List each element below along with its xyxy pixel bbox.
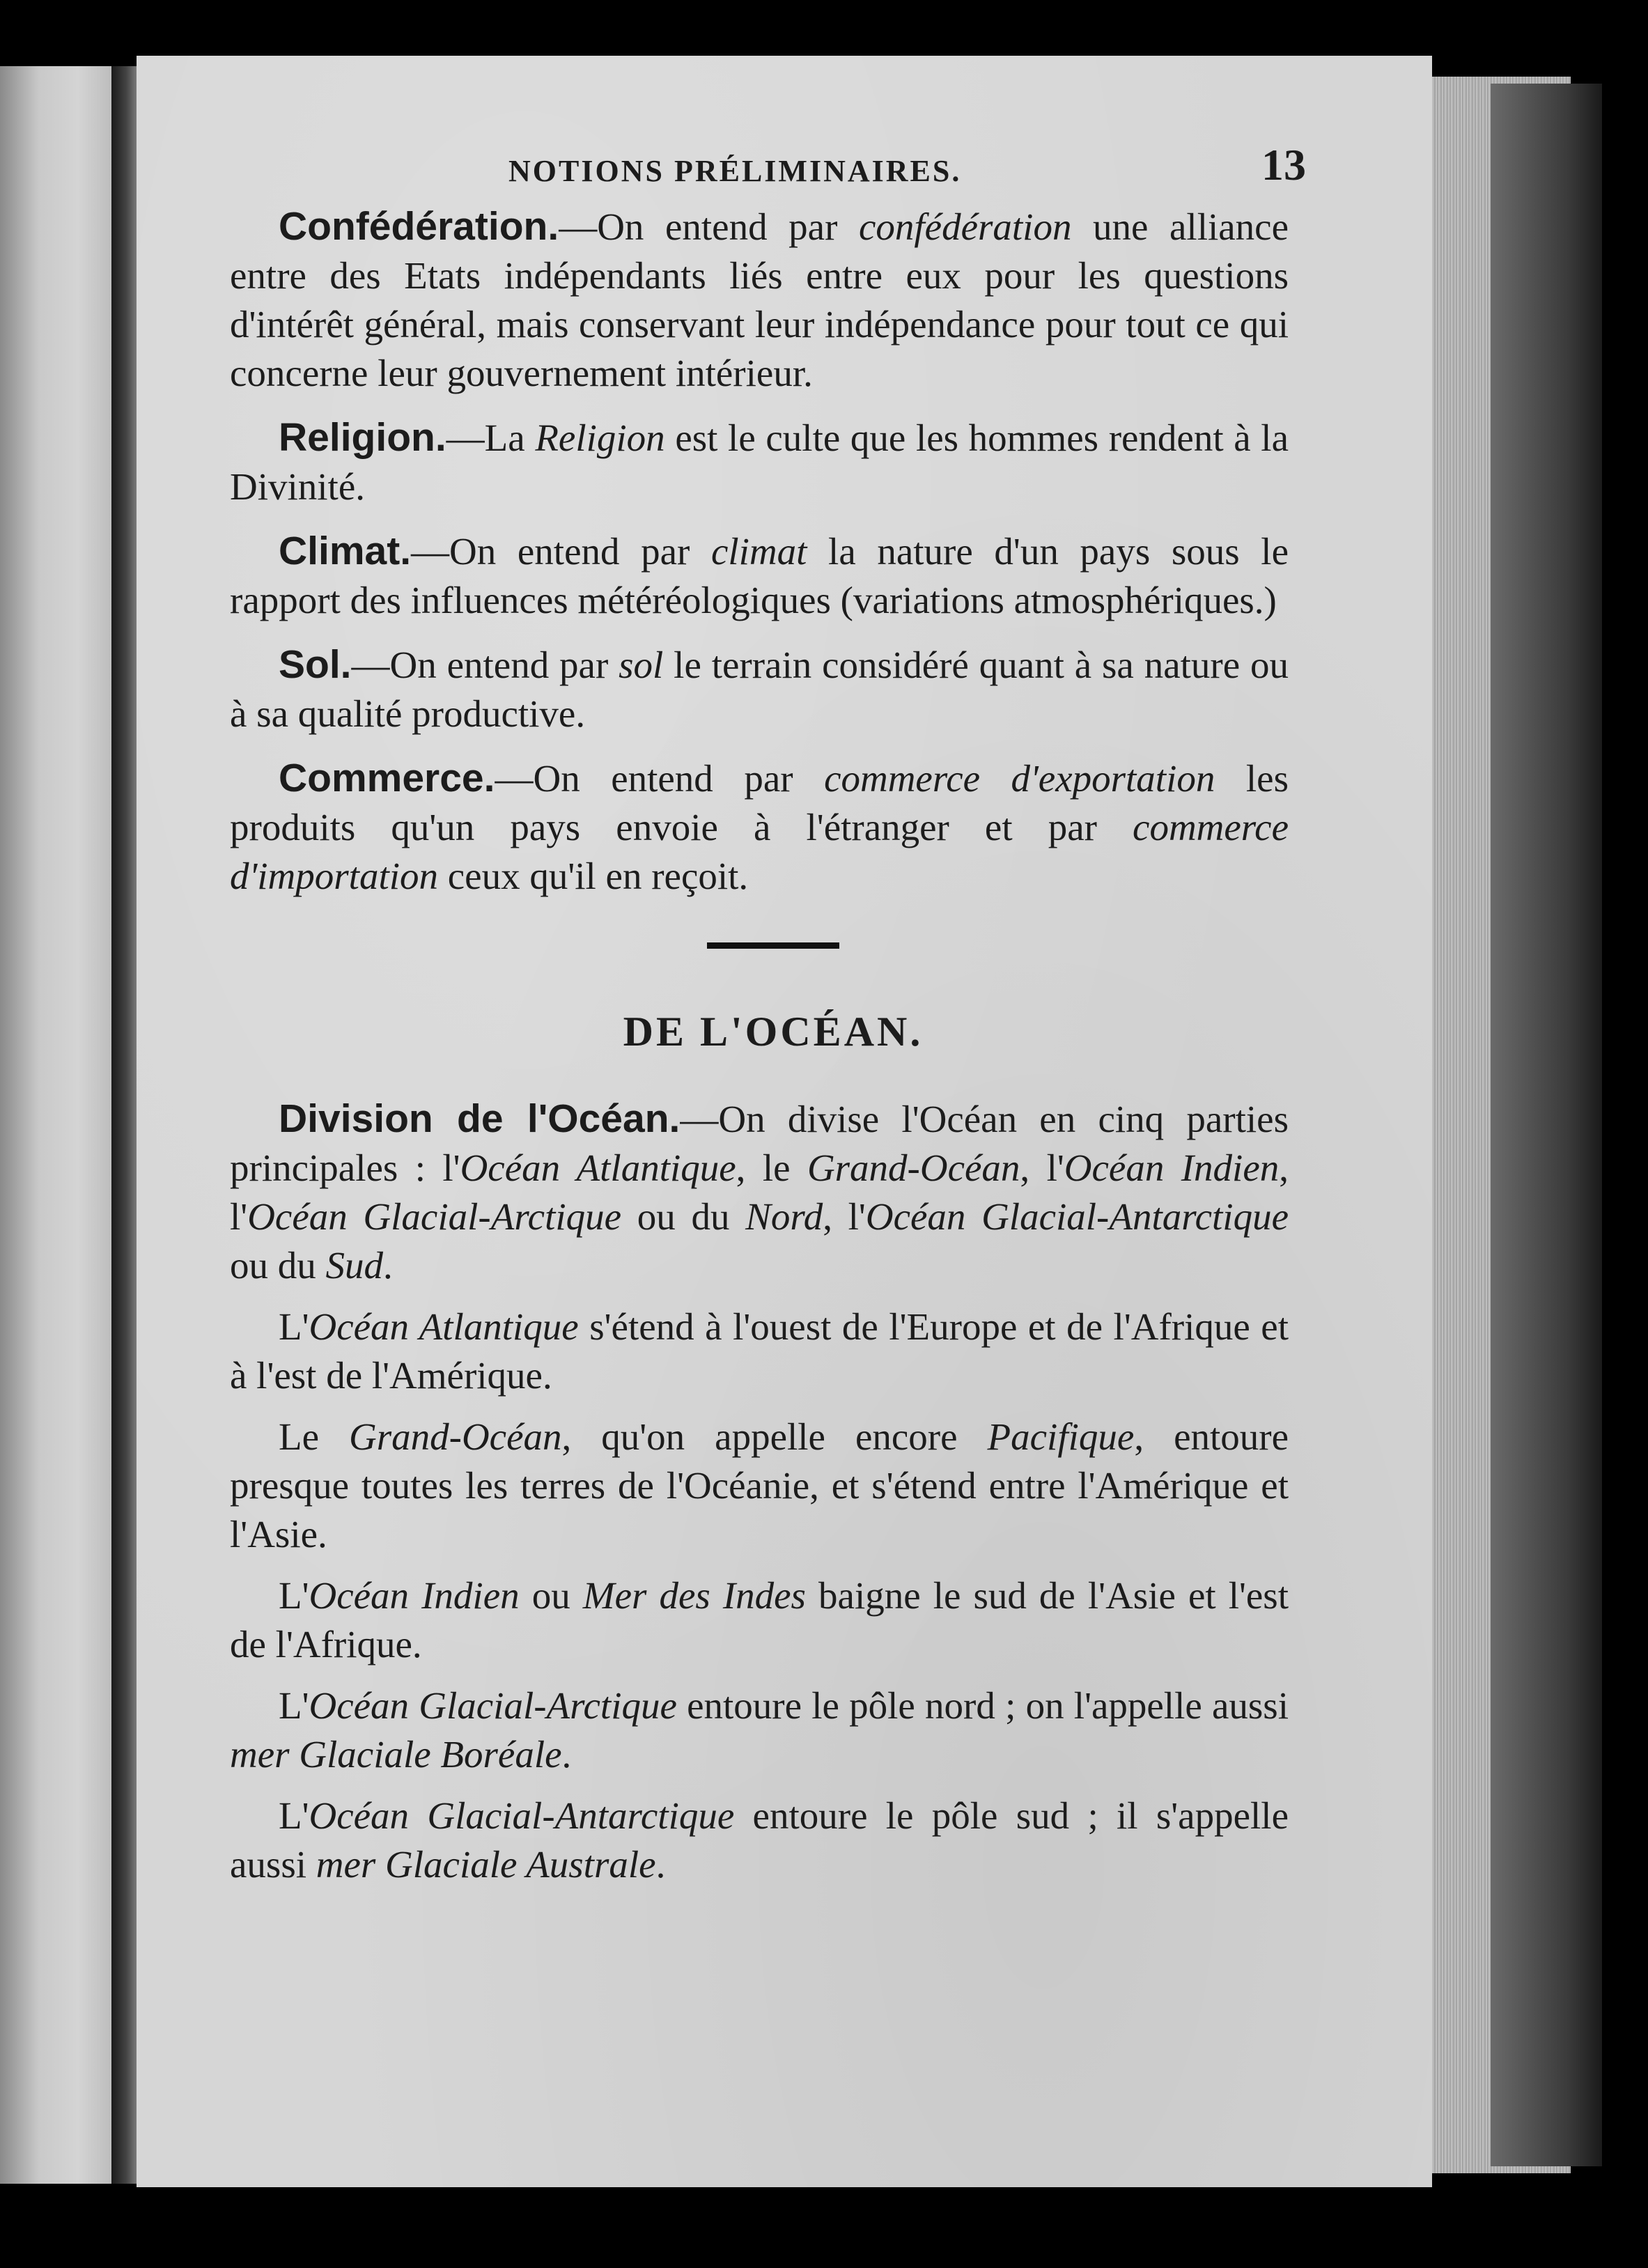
definition-text: la nature d'un pays sous le rapport des influences météréologiques (variations atmosphériques.) xyxy=(230,530,1289,621)
paragraph-text: , entoure presque toutes les terres de l'Océanie, et s'étend entre l'Amérique et l'Asie. xyxy=(230,1415,1289,1555)
paragraph-italic: Pacifique xyxy=(987,1415,1135,1458)
definition-text: est le culte que les hommes rendent à la Divinité. xyxy=(230,417,1289,508)
paragraph-italic: Grand-Océan xyxy=(349,1415,562,1458)
page-number: 13 xyxy=(1261,140,1306,189)
running-head xyxy=(230,139,1306,202)
paragraph-italic: mer Glaciale Australe xyxy=(316,1843,656,1886)
paragraph-atlantique xyxy=(230,1303,1289,1400)
paragraph-italic: Océan Indien xyxy=(1064,1147,1280,1189)
paragraph-italic: Océan Atlantique xyxy=(460,1147,736,1189)
paragraph-text: , qu'on appelle encore xyxy=(561,1415,988,1458)
definition-italic: sol xyxy=(619,644,664,686)
em-dash: — xyxy=(559,205,598,248)
paragraph-text: entoure le pôle nord ; on l'appelle aussi xyxy=(676,1684,1289,1727)
definition-italic: climat xyxy=(710,530,807,573)
paragraph-text: ou du xyxy=(230,1244,326,1287)
paragraph-arctique xyxy=(230,1681,1289,1779)
definition-climat xyxy=(230,527,1289,625)
division-paragraph xyxy=(230,1094,1289,1290)
page-content xyxy=(230,139,1306,1902)
paragraph-indien xyxy=(230,1571,1289,1669)
definition-sol xyxy=(230,640,1289,738)
paragraph-text: baigne le sud de l'Asie et l'est de l'Afrique. xyxy=(230,1574,1289,1665)
paragraph-text: L' xyxy=(279,1684,309,1727)
em-dash: — xyxy=(446,417,485,459)
paragraph-text: L' xyxy=(279,1794,309,1837)
term-religion: Religion. xyxy=(279,415,446,460)
paragraph-italic: Océan Glacial-Antarctique xyxy=(865,1195,1289,1238)
definition-text: ceux qu'il en reçoit. xyxy=(438,855,749,897)
definition-religion xyxy=(230,413,1289,511)
paragraph-italic: Océan Indien xyxy=(309,1574,520,1617)
paragraph-italic: Océan Glacial-Arctique xyxy=(247,1195,622,1238)
definition-text: les produits qu'un pays envoie à l'étranger et par xyxy=(230,757,1289,848)
definition-text: On entend par xyxy=(533,757,825,800)
paragraph-text: ou du xyxy=(621,1195,746,1238)
term-sol: Sol. xyxy=(279,642,352,687)
definition-text: On entend par xyxy=(449,530,711,573)
paragraph-text: entoure le pôle sud ; il s'appelle aussi xyxy=(230,1794,1289,1886)
em-dash: — xyxy=(495,757,534,800)
em-dash: — xyxy=(411,530,450,573)
term-climat: Climat. xyxy=(279,529,412,573)
paragraph-italic: Grand-Océan xyxy=(807,1147,1020,1189)
definition-confederation xyxy=(230,202,1289,398)
book-gutter xyxy=(111,66,137,2184)
definition-text: La xyxy=(484,417,536,459)
term-confederation: Confédération. xyxy=(279,204,559,249)
paragraph-text: L' xyxy=(279,1305,309,1348)
paragraph-text: Le xyxy=(279,1415,350,1458)
paragraph-italic: Mer des Indes xyxy=(582,1574,806,1617)
paragraph-text: s'étend à l'ouest de l'Europe et de l'Afrique et à l'est de l'Amérique. xyxy=(230,1305,1289,1397)
paragraph-text: . xyxy=(561,1733,572,1776)
definition-italic: Religion xyxy=(535,417,665,459)
paragraph-text: . xyxy=(383,1244,393,1287)
em-dash: — xyxy=(351,644,390,686)
term-division: Division de l'Océan. xyxy=(279,1096,681,1141)
paragraph-italic: Nord xyxy=(745,1195,823,1238)
definition-italic: commerce d'exportation xyxy=(824,757,1215,800)
paragraph-text: . xyxy=(655,1843,666,1886)
paragraph-italic: Océan Atlantique xyxy=(309,1305,579,1348)
paragraph-italic: mer Glaciale Boréale xyxy=(230,1733,562,1776)
definition-text: On entend par xyxy=(597,205,859,248)
paragraph-text: On divise l'Océan en cinq parties principales : l' xyxy=(230,1098,1289,1189)
term-commerce: Commerce. xyxy=(279,756,495,800)
definition-text: une alliance entre des Etats indépendants liés entre eux pour les questions d'intérêt général, mais conservant leur indépendance pour tout ce qui concerne leur gouvernement intérieur. xyxy=(230,205,1289,394)
ocean-section xyxy=(230,1094,1289,1889)
paragraph-italic: Sud xyxy=(325,1244,383,1287)
definition-italic: confédération xyxy=(858,205,1072,248)
paragraph-text: L' xyxy=(279,1574,309,1617)
definition-text: On entend par xyxy=(389,644,619,686)
book-edge-shadow xyxy=(1491,84,1602,2166)
facing-page-edge xyxy=(0,66,111,2184)
definition-text: le terrain considéré quant à sa nature ou à sa qualité productive. xyxy=(230,644,1289,735)
paragraph-antarctique xyxy=(230,1792,1289,1889)
paragraph-italic: Océan Glacial-Antarctique xyxy=(309,1794,735,1837)
definition-italic: commerce d'importation xyxy=(230,806,1289,897)
paragraph-text: , le xyxy=(736,1147,807,1189)
paragraph-text: , l' xyxy=(230,1147,1289,1238)
section-divider-rule xyxy=(707,942,839,949)
paragraph-text: , l' xyxy=(823,1195,866,1238)
paragraph-grand-ocean xyxy=(230,1413,1289,1559)
paragraph-italic: Océan Glacial-Arctique xyxy=(309,1684,677,1727)
paragraph-text: , l' xyxy=(1020,1147,1064,1189)
definition-commerce xyxy=(230,754,1289,901)
paragraph-text: ou xyxy=(519,1574,583,1617)
running-title: NOTIONS PRÉLIMINAIRES. xyxy=(508,154,962,188)
section-heading: DE L'OCÉAN. xyxy=(623,1009,924,1055)
em-dash: — xyxy=(680,1098,719,1140)
